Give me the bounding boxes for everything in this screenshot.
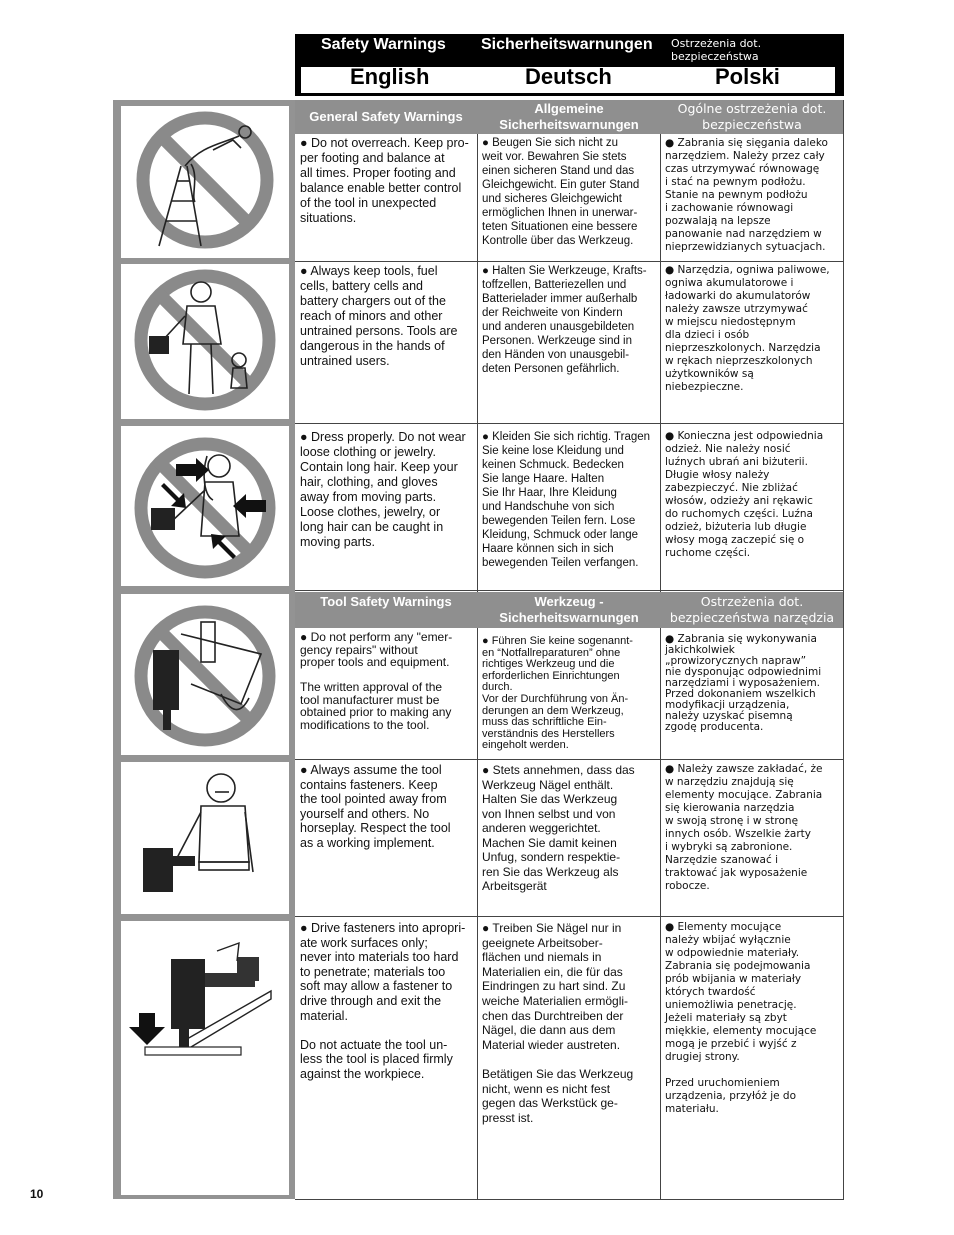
section-general-de: Allgemeine Sicherheitswarnungen	[499, 101, 639, 132]
row-2-de: ● Halten Sie Werkzeuge, Krafts- toffzellen, Batteriezellen und Batterielader immer außerhalb der Reichweite von Kindern und anderen unausgebildeten Personen. Werkzeuge sind in den Händen von unausgebil- deten Personen gefährlich.	[482, 265, 647, 375]
row-5-pl: ● Należy zawsze zakładać, że w narzędziu znajdują się elementy mocujące. Zabrania się kierowania narzędzia w swoją stronę i w stronę innych osób. Wszelkie żarty i wybryki są zabronione. Narzędzie szanować i traktować jak wyposażenie robocze.	[665, 763, 823, 892]
lang-label-de: Deutsch	[525, 64, 612, 89]
row-6-en: ● Drive fasteners into apropri- ate work surfaces only; never into materials too hard to penetrate; materials too soft may allow a fastener to drive through and exit the material. Do not actuate the tool un- less the tool is placed firmly against the workpiece.	[300, 921, 466, 1081]
column-divider-1	[477, 100, 478, 1199]
lang-label-pl: Polski	[715, 64, 780, 89]
row-6-de: ● Treiben Sie Nägel nur in geeignete Arbeitsober- flächen und niemals in Materialien ein, die für das Eindringen zu hart sind. Zu weiche Materialien ermögli- chen das Durchtreiben der Nägel, die dann aus dem Material wieder austreten. Betätigen Sie das Werkzeug nicht, wenn es nicht fest gegen das Werkstück ge- presst ist.	[482, 921, 634, 1125]
row-2-pl: ● Narzędzia, ogniwa paliwowe, ogniwa akumulatorowe i ładowarki do akumulatorów należy zawsze utrzymywać w miejscu niedostępnym dla dzieci i osób nieprzeszkolonych. Narzędzia w rękach nieprzeszkolonych użytkowników są niebezpieczne.	[665, 264, 830, 393]
illustration-overreach	[121, 106, 289, 258]
page-header	[295, 34, 844, 96]
row-1-en: ● Do not overreach. Keep pro- per footing and balance at all times. Proper footing and balance enable better control of the tool in unexpected situations.	[300, 136, 469, 225]
row-5-de: ● Stets annehmen, dass das Werkzeug Nägel enthält. Halten Sie das Werkzeug von Ihnen selbst und von anderen weggerichtet. Machen Sie damit keinen Unfug, sondern respektie- ren Sie das Werkzeug als Arbeitsgerät	[482, 763, 635, 893]
header-title-en: Safety Warnings	[321, 36, 446, 53]
row-2-en: ● Always keep tools, fuel cells, battery cells and battery chargers out of the reach of minors and other untrained persons. Tools are dangerous in the hands of untrained users.	[300, 264, 458, 368]
row-4-de: ● Führen Sie keine sogenannt- en “Notfallreparaturen” ohne richtiges Werkzeug und die erforderlichen Einrichtungen durch. Vor der Durchführung von Än- derungen an dem Werkzeug, muss das schriftliche Ein- verständnis des Herstellers eingeholt werden.	[482, 635, 633, 752]
section-tool-pl: Ostrzeżenia dot. bezpieczeństwa narzędzia	[669, 594, 835, 625]
row-divider	[295, 916, 844, 917]
page-number: 10	[30, 1187, 44, 1201]
illustration-no-emergency-repairs	[121, 594, 289, 755]
row-divider	[295, 590, 844, 591]
section-tool	[295, 592, 843, 628]
illustration-keep-from-children	[121, 264, 289, 419]
row-1-pl: ● Zabrania się sięgania daleko narzędziem. Należy przez cały czas utrzymywać równowagę i stać na pewnym podłożu. Stanie na pewnym podłożu i zachowanie równowagi pozwalają na lepsze panowanie nad narzędziem w nieprzewidzianych sytuacjach.	[665, 137, 828, 253]
section-tool-de: Werkzeug - Sicherheitswarnungen	[499, 594, 639, 625]
illustration-dress-properly	[121, 426, 289, 586]
row-4-en: ● Do not perform any "emer- gency repairs" without proper tools and equipment. The written approval of the tool manufacturer must be obtained prior to making any modifications to the tool.	[300, 630, 453, 732]
illustration-assume-loaded	[121, 762, 289, 914]
section-general-en: General Safety Warnings	[309, 109, 463, 124]
lang-label-en: English	[350, 64, 430, 89]
illustration-fasteners-surface	[121, 921, 289, 1195]
row-5-en: ● Always assume the tool contains fasteners. Keep the tool pointed away from yourself and others. No horseplay. Respect the tool as a working implement.	[300, 763, 451, 850]
row-6-pl: ● Elementy mocujące należy wbijać wyłącznie w odpowiednie materiały. Zabrania się podejmowania prób wbijania w materiały których twardość uniemożliwia penetrację. Jeżeli materiały są zbyt miękkie, elementy mocujące mogą je przebić i wyjść z drugiej strony. Przed uruchomieniem urządzenia, przyłóż je do materiału.	[665, 921, 817, 1115]
header-title-pl: Ostrzeżenia dot. bezpieczeństwa	[671, 37, 762, 63]
section-general-pl: Ogólne ostrzeżenia dot. bezpieczeństwa	[677, 101, 827, 132]
row-4-pl: ● Zabrania się wykonywania jakichkolwiek „prowizorycznych napraw” nie dysponując odpowiednimi narzędziami i wyposażeniem. Przed dokonaniem wszelkich modyfikacji urządzenia, należy uzyskać pisemną zgodę producenta.	[665, 633, 822, 733]
row-divider	[295, 261, 844, 262]
row-3-pl: ● Konieczna jest odpowiednia odzież. Nie należy nosić luźnych ubrań ani biżuterii. Długie włosy należy zabezpieczyć. Nie zbliżać włosów, odzieży ani rękawic do ruchomych części. Luźna odzież, biżuteria lub długie włosy mogą zaczepić się o ruchome części.	[665, 430, 824, 559]
row-3-en: ● Dress properly. Do not wear loose clothing or jewelry. Contain long hair. Keep your hair, clothing, and gloves away from moving parts. Loose clothes, jewelry, or long hair can be caught in moving parts.	[300, 430, 466, 549]
row-divider	[295, 759, 844, 760]
section-tool-en: Tool Safety Warnings	[320, 594, 452, 609]
row-divider	[295, 423, 844, 424]
header-title-de: Sicherheitswarnungen	[481, 36, 653, 53]
row-3-de: ● Kleiden Sie sich richtig. Tragen Sie keine lose Kleidung und keinen Schmuck. Bedecken Sie lange Haare. Halten Sie Ihr Haar, Ihre Kleidung und Handschuhe von sich bewegenden Teilen fern. Lose Kleidung, Schmuck oder lange Haare können sich in sich bewegenden Teilen verfangen.	[482, 431, 651, 569]
column-divider-2	[660, 100, 661, 1199]
section-general	[295, 100, 843, 134]
row-1-de: ● Beugen Sie sich nicht zu weit vor. Bewahren Sie stets einen sicheren Stand und das Gleichgewicht. Ein guter Stand und sicheres Gleichgewicht ermöglichen Ihnen in unerwar- teten Situationen eine bessere Kontrolle über das Werkzeug.	[482, 137, 640, 247]
